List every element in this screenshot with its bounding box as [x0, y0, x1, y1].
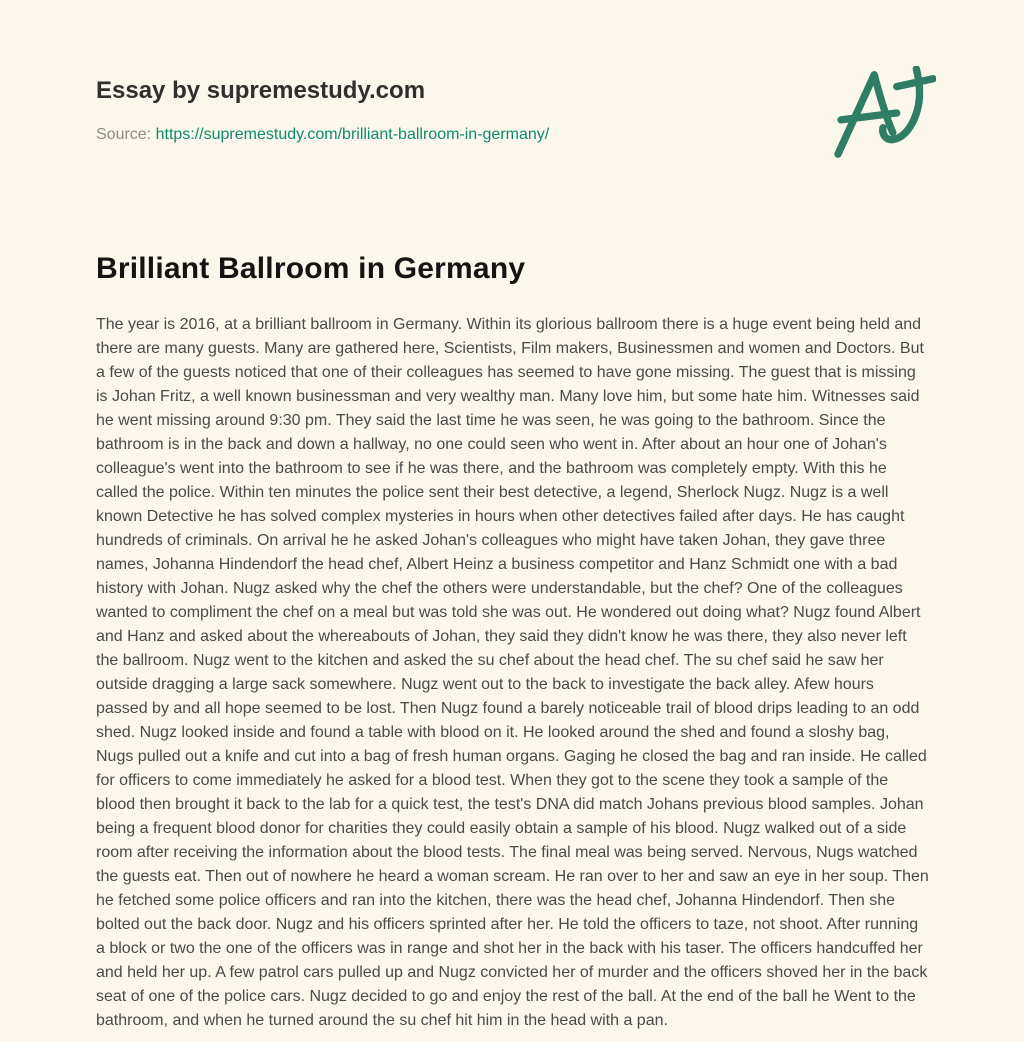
a-plus-logo-icon — [834, 66, 936, 160]
essay-title: Brilliant Ballroom in Germany — [96, 252, 526, 285]
source-url-link[interactable]: https://supremestudy.com/brilliant-ballroom-in-germany/ — [155, 126, 550, 143]
source-line — [96, 125, 928, 144]
essay-body-text: The year is 2016, at a brilliant ballroom in Germany. Within its glorious ballroom there is a huge event being held and there are many guests. Many are gathered here, Scientists, Film makers, Businessmen and women and Doctors. But a few of the guests noticed that one of their colleagues has seemed to have gone missing. The guest that is missing is Johan Fritz, a well known businessman and very wealthy man. Many love him, but some hate him. Witnesses said he went missing around 9:30 pm. They said the last time he was seen, he was going to the bathroom. Since the bathroom is in the back and down a hallway, no one could seen who went in. After about an hour one of Johan's colleague's went into the bathroom to see if he was there, and the bathroom was completely empty. With this he called the police. Within ten minutes the police sent their best detective, a legend, Sherlock Nugz. Nugz is a well known Detective he has solved complex mysteries in hours when other detectives failed after days. He has caught hundreds of criminals. On arrival he he asked Johan's colleagues who might have taken Johan, they gave three names, Johanna Hindendorf the head chef, Albert Heinz a business competitor and Hanz Schmidt one with a bad history with Johan. Nugz asked why the chef the others were understandable, but the chef? One of the colleagues wanted to compliment the chef on a meal but was told she was out. He wondered out doing what? Nugz found Albert and Hanz and asked about the whereabouts of Johan, they said they didn't know he was there, they also never left the ballroom. Nugz went to the kitchen and asked the su chef about the head chef. The su chef said he saw her outside dragging a large sack somewhere. Nugz went out to the back to investigate the back alley. Afew hours passed by and all hope seemed to be lost. Then Nugz found a barely noticeable trail of blood drips leading to an odd shed. Nugz looked inside and found a table with blood on it. He looked around the shed and found a sloshy bag, Nugs pulled out a knife and cut into a bag of fresh human organs. Gaging he closed the bag and ran inside. He called for officers to come immediately he asked for a blood test. When they got to the scene they took a sample of the blood then brought it back to the lab for a quick test, the test's DNA did match Johans previous blood samples. Johan being a frequent blood donor for charities they could easily obtain a sample of his blood. Nugz walked out of a side room after receiving the information about the blood tests. The final meal was being served. Nervous, Nugs watched the guests eat. Then out of nowhere he heard a woman scream. He ran over to her and saw an eye in her soup. Then he fetched some police officers and ran into the kitchen, there was the head chef, Johanna Hindendorf. Then she bolted out the back door. Nugz and his officers sprinted after her. He told the officers to taze, not shoot. After running a block or two the one of the officers was in range and shot her in the back with his taser. The officers handcuffed her and held her up. A few patrol cars pulled up and Nugz convicted her of murder and the officers shoved her in the back seat of one of the police cars. Nugz decided to go and enjoy the rest of the ball. At the end of the ball he Went to the bathroom, and when he turned around the su chef hit him in the head with a pan. — [96, 316, 929, 1029]
source-label: Source: — [96, 126, 152, 143]
site-header-title: Essay by supremestudy.com — [96, 77, 426, 104]
document-header — [96, 76, 928, 144]
essay-content — [96, 251, 928, 1033]
